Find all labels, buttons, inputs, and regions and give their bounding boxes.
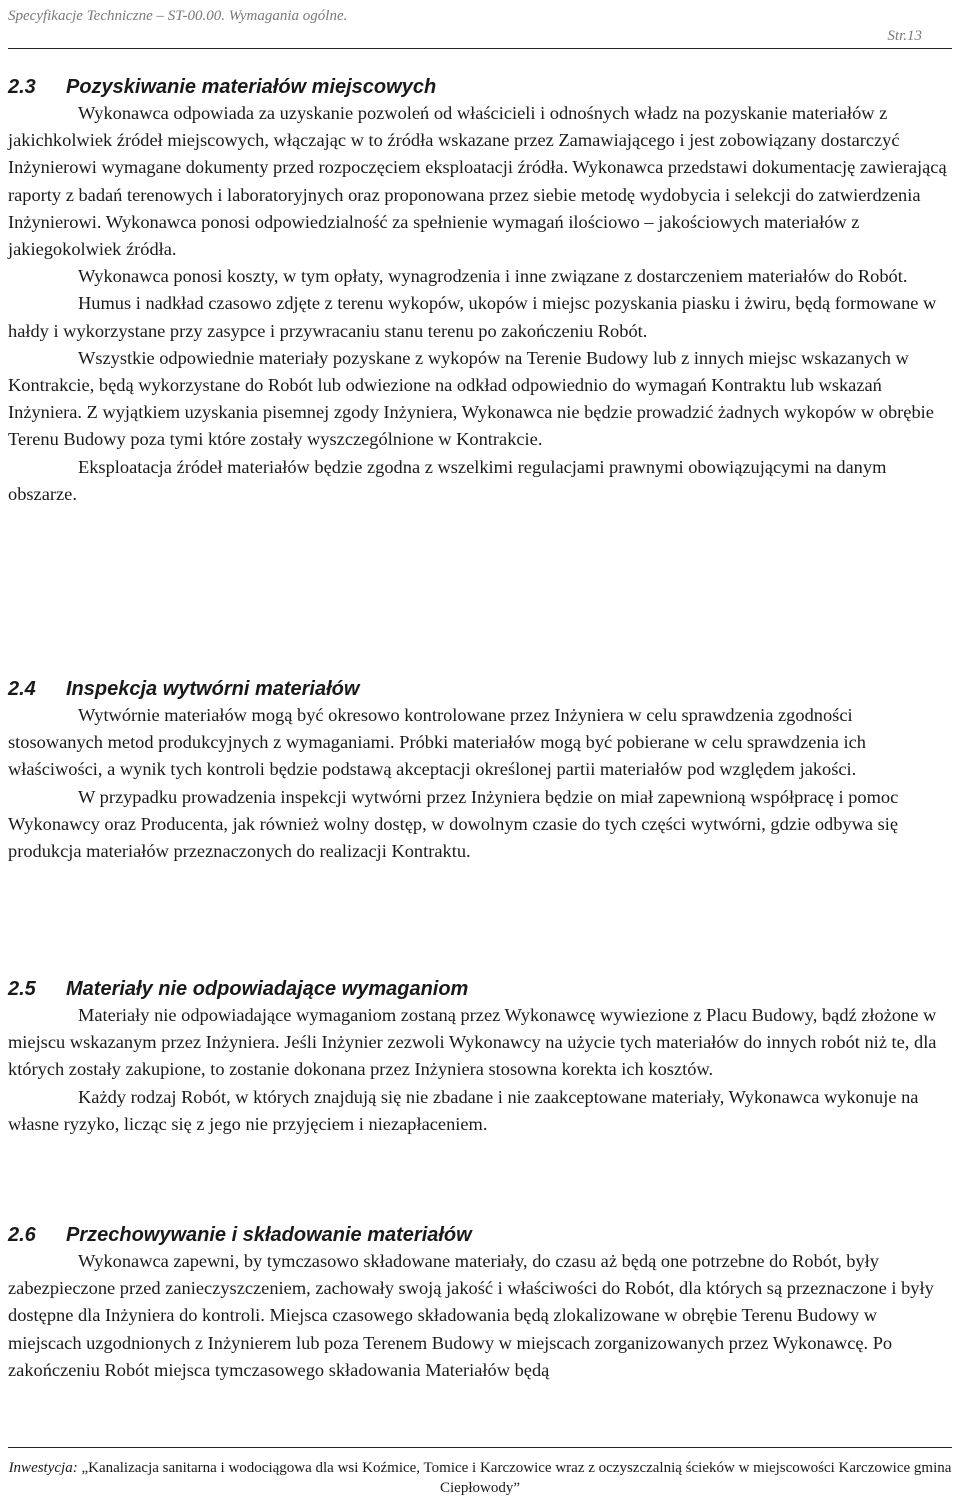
page-header — [8, 2, 952, 49]
paragraph: Wykonawca ponosi koszty, w tym opłaty, wynagrodzenia i inne związane z dostarczeniem materiałów do Robót. — [78, 266, 908, 287]
section-number: 2.5 — [8, 978, 36, 1000]
paragraph: Wykonawca odpowiada za uzyskanie pozwoleń od właścicieli i odnośnych władz na pozyskanie materiałów z jakichkolwiek źródeł miejscowych, włączając w to źródła wskazane przez Zamawiającego i jest zobowiązany dostarczyć Inżynierowi wymagane dokumenty przed rozpoczęciem eksploatacji źródła. Wykonawca przedstawi dokumentację zawierającą raporty z badań terenowych i laboratoryjnych oraz proponowana przez siebie metodę wydobycia i selekcji do zatwierdzenia Inżynierowi. Wykonawca ponosi odpowiedzialność za spełnienie wymagań ilościowo – jakościowych materiałów z jakiegokolwiek źródła. — [8, 103, 947, 260]
section-heading — [8, 976, 952, 1002]
section-heading — [8, 74, 952, 100]
paragraph: Każdy rodzaj Robót, w których znajdują się nie zbadane i nie zaakceptowane materiały, Wykonawca wykonuje na własne ryzyko, licząc się z jego nie przyjęciem i niezapłaceniem. — [8, 1086, 919, 1134]
paragraph: Wytwórnie materiałów mogą być okresowo kontrolowane przez Inżyniera w celu sprawdzenia zgodności stosowanych metod produkcyjnych z wymaganiami. Próbki materiałów mogą być pobierane w celu sprawdzenia ich właściwości, a wynik tych kontroli będzie podstawą akceptacji określonej partii materiałów pod względem jakości. — [8, 705, 866, 780]
section-number: 2.6 — [8, 1224, 36, 1246]
section-number: 2.3 — [8, 76, 36, 98]
paragraph: Eksploatacja źródeł materiałów będzie zgodna z wszelkimi regulacjami prawnymi obowiązującymi na danym obszarze. — [8, 456, 887, 504]
paragraph: Humus i nadkład czasowo zdjęte z terenu wykopów, ukopów i miejsc pozyskania piasku i żwiru, będą formowane w hałdy i wykorzystane przy zasypce i przywracaniu stanu terenu po zakończeniu Robót. — [8, 293, 937, 341]
section-title: Materiały nie odpowiadające wymaganiom — [66, 978, 469, 1000]
paragraph: Wykonawca zapewni, by tymczasowo składowane materiały, do czasu aż będą one potrzebne do Robót, były zabezpieczone przed zanieczyszczeniem, zachowały swoją jakość i właściwości do Robót, dla których są przeznaczone i były dostępne dla Inżyniera do kontroli. Miejsca czasowego składowania będą zlokalizowane w obrębie Terenu Budowy w miejscach uzgodnionych z Inżynierem lub poza Terenem Budowy w miejscach zorganizowanych przez Wykonawcę. Po zakończeniu Robót miejsca tymczasowego składowania Materiałów będą — [8, 1251, 934, 1380]
section-title: Pozyskiwanie materiałów miejscowych — [66, 76, 437, 98]
header-title: Specyfikacje Techniczne – ST-00.00. Wymagania ogólne. — [8, 8, 348, 24]
paragraph: Wszystkie odpowiednie materiały pozyskane z wykopów na Terenie Budowy lub z innych miejsc wskazanych w Kontrakcie, będą wykorzystane do Robót lub odwiezione na odkład odpowiednio do wymagań Kontraktu lub wskazań Inżyniera. Z wyjątkiem uzyskania pisemnej zgody Inżyniera, Wykonawca nie będzie prowadzić żadnych wykopów w obrębie Terenu Budowy poza tymi które zostały wyszczególnione w Kontrakcie. — [8, 347, 934, 450]
section-2-6 — [8, 1222, 952, 1384]
page-number: Str.13 — [887, 28, 922, 44]
paragraph: W przypadku prowadzenia inspekcji wytwórni przez Inżyniera będzie on miał zapewnioną współpracę i pomoc Wykonawcy oraz Producenta, jak również wolny dostęp, w dowolnym czasie do tych części wytwórni, gdzie odbywa się produkcja materiałów przeznaczonych do realizacji Kontraktu. — [8, 786, 899, 862]
section-number: 2.4 — [8, 678, 36, 700]
section-2-3 — [8, 74, 952, 508]
section-title: Inspekcja wytwórni materiałów — [66, 678, 360, 700]
section-title: Przechowywanie i składowanie materiałów — [66, 1224, 472, 1246]
section-heading — [8, 676, 952, 702]
paragraph: Materiały nie odpowiadające wymaganiom zostaną przez Wykonawcę wywiezione z Placu Budowy, bądź złożone w miejscu wskazanym przez Inżyniera. Jeśli Inżynier zezwoli Wykonawcy na użycie tych materiałów do innych robót niż te, dla których zostały zakupione, to zostanie dokonana przez Inżyniera stosowna korekta ich kosztów. — [8, 1005, 937, 1080]
page-footer — [8, 1447, 952, 1498]
footer-label: Inwestycja: — [8, 1460, 78, 1476]
footer-text: „Kanalizacja sanitarna i wodociągowa dla wsi Koźmice, Tomice i Karczowice wraz z oczyszczalnią ścieków w miejscowości Karczowice gmina Ciepłowody” — [81, 1460, 952, 1496]
section-2-4 — [8, 676, 952, 865]
section-heading — [8, 1222, 952, 1248]
section-2-5 — [8, 976, 952, 1138]
